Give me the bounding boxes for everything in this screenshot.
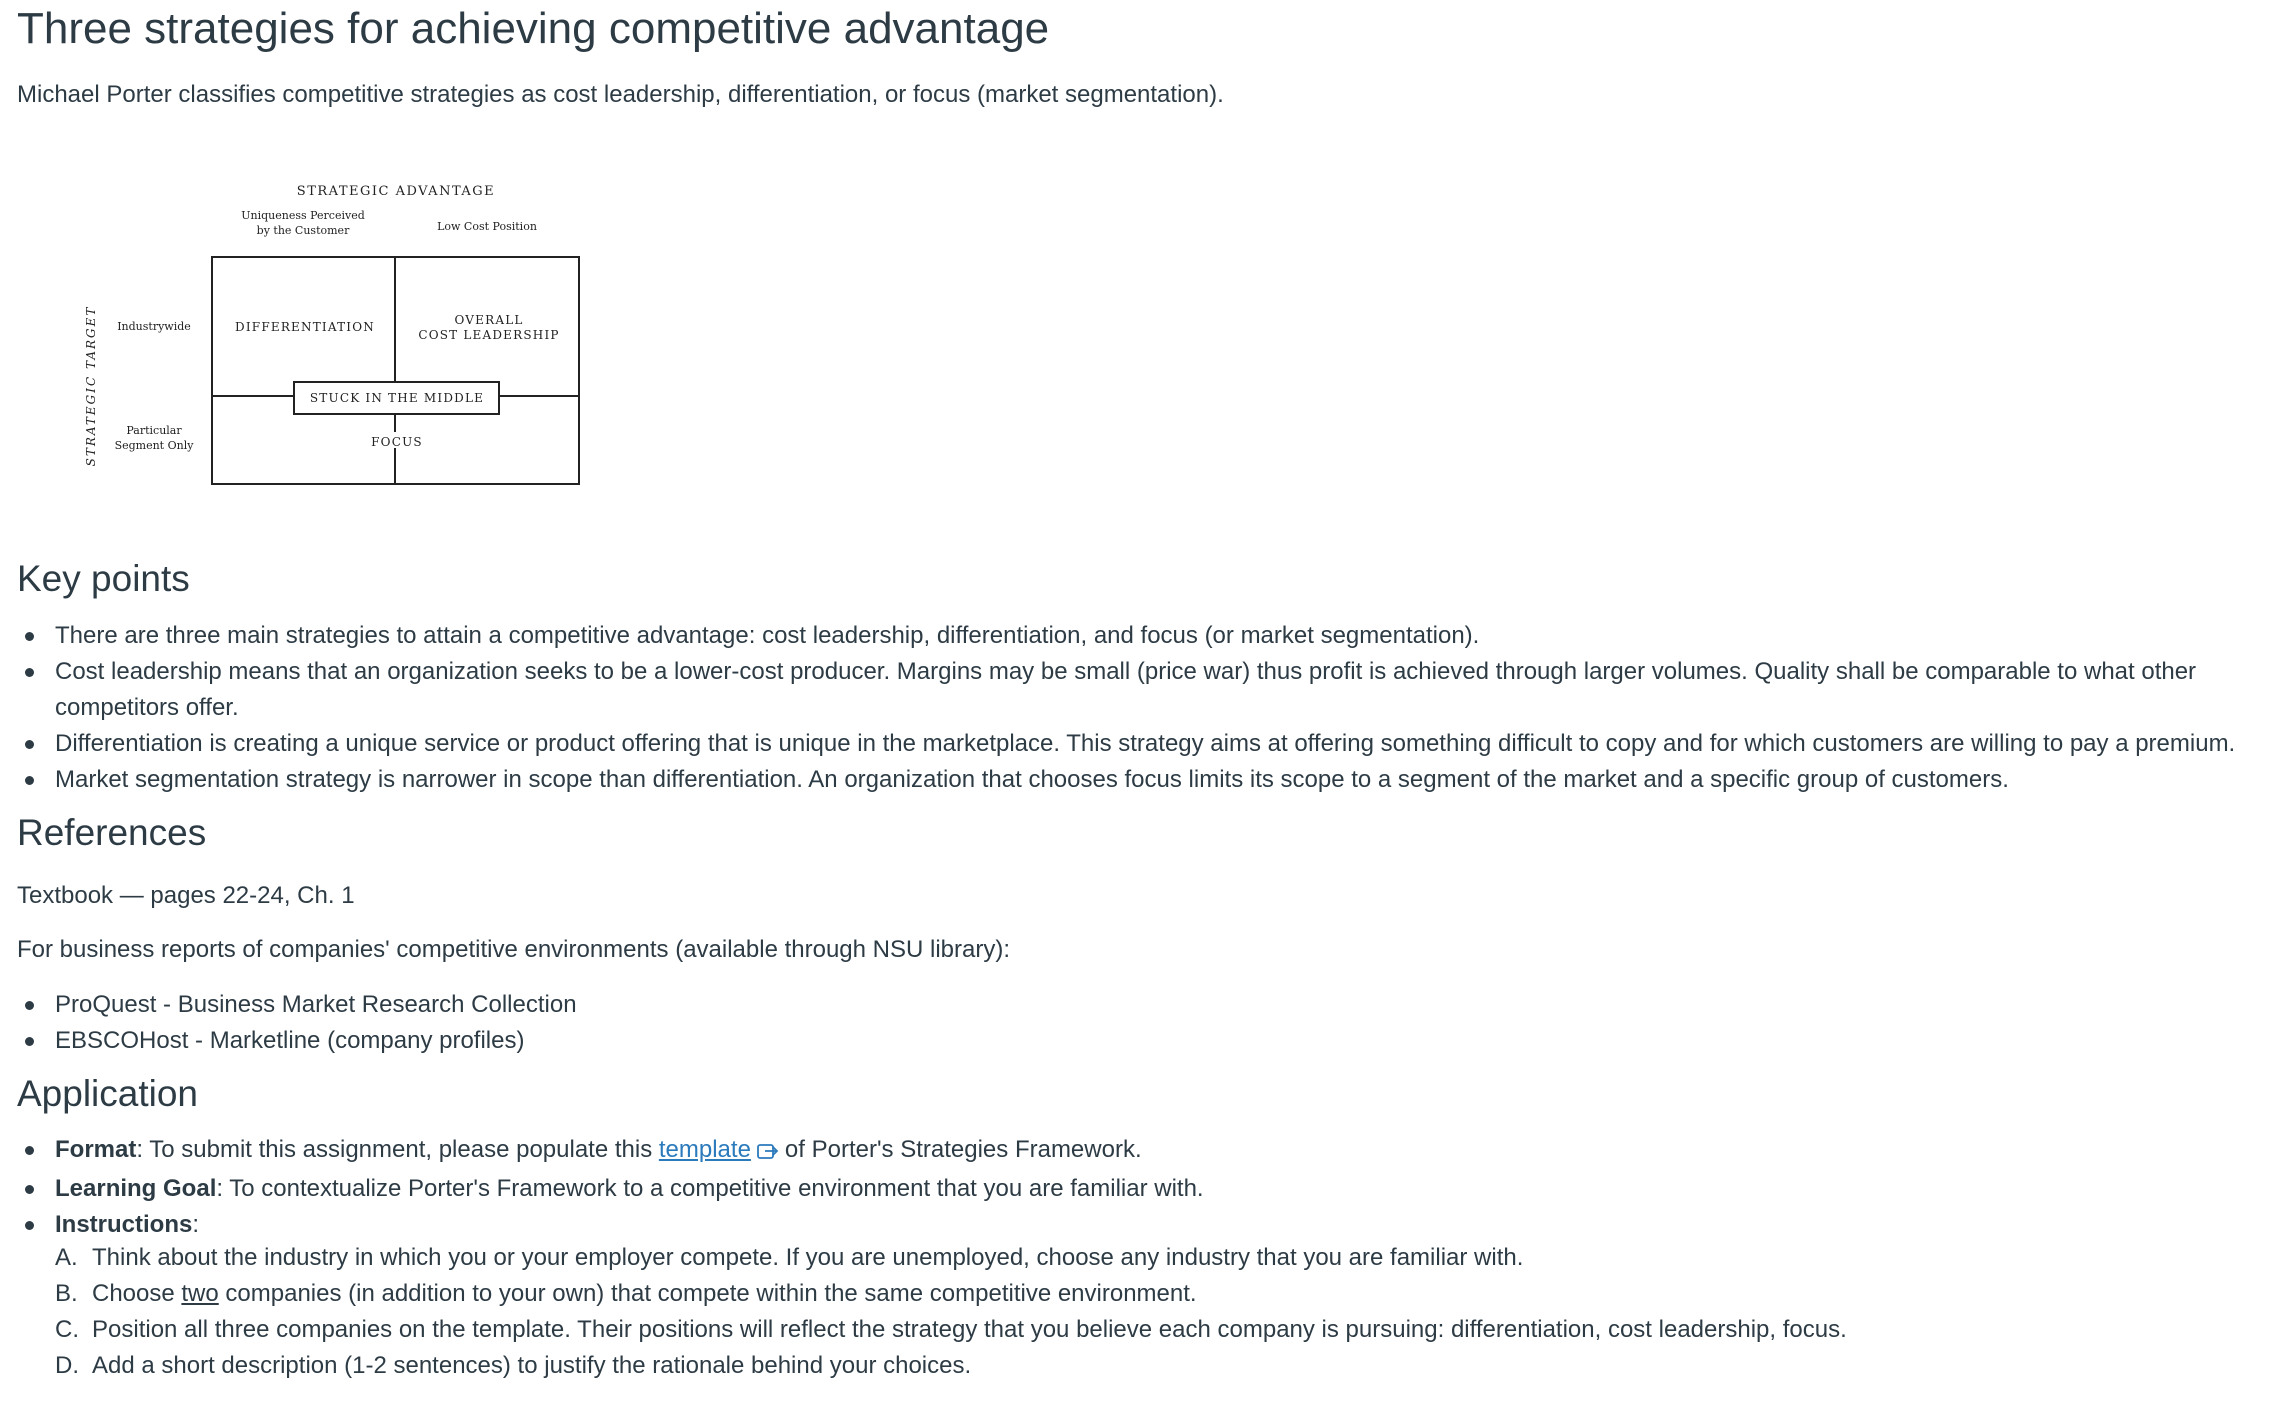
page-title: Three strategies for achieving competitive advantage xyxy=(17,4,1050,53)
instructions-item xyxy=(17,1207,2287,1243)
list-item: EBSCOHost - Marketline (company profiles) xyxy=(17,1023,1217,1059)
diagram-side-label: STRATEGIC TARGET xyxy=(84,305,98,467)
diagram-cell-differentiation: DIFFERENTIATION xyxy=(235,320,375,334)
key-points-heading: Key points xyxy=(17,558,190,599)
format-text-end: of Porter's Strategies Framework. xyxy=(784,1136,1142,1163)
diagram-cell-cost-line2: COST LEADERSHIP xyxy=(418,328,560,342)
textbook-reference: Textbook — pages 22-24, Ch. 1 xyxy=(17,882,355,909)
list-item: Cost leadership means that an organization seeks to be a lower-cost producer. Margins may be small (price war) thus profit is achieved through larger volumes. Quality shall be comparable to what other competitors offer. xyxy=(17,654,2287,726)
diagram-col1-label-line1: Uniqueness Perceived xyxy=(241,209,365,222)
diagram-col2-label: Low Cost Position xyxy=(437,220,537,233)
step-text: Think about the industry in which you or your employer compete. If you are unemployed, choose any industry that you are familiar with. xyxy=(92,1244,1524,1271)
step-letter: B. xyxy=(55,1280,78,1307)
format-text: : To submit this assignment, please populate this xyxy=(136,1136,659,1163)
step-letter: D. xyxy=(55,1352,79,1379)
list-item: Differentiation is creating a unique service or product offering that is unique in the marketplace. This strategy aims at offering something difficult to copy and for which customers are willing to pay a premium. xyxy=(17,726,2287,762)
diagram-row2-label-line2: Segment Only xyxy=(114,439,194,452)
references-list xyxy=(17,987,1217,1059)
list-item xyxy=(17,1348,2287,1384)
step-text-pre: Choose xyxy=(92,1280,182,1307)
format-item xyxy=(17,1132,2287,1171)
step-text-post: companies (in addition to your own) that compete within the same competitive environment. xyxy=(218,1280,1197,1307)
intro-paragraph: Michael Porter classifies competitive strategies as cost leadership, differentiation, or focus (market segmentation). xyxy=(17,81,1224,108)
list-item: There are three main strategies to attain a competitive advantage: cost leadership, differentiation, and focus (or market segmentation). xyxy=(17,618,2287,654)
instructions-colon: : xyxy=(192,1211,200,1238)
diagram-cell-stuck: STUCK IN THE MIDDLE xyxy=(309,391,485,405)
diagram-cell-focus: FOCUS xyxy=(371,435,423,449)
learning-goal-label: Learning Goal xyxy=(55,1175,217,1202)
list-item: ProQuest - Business Market Research Collection xyxy=(17,987,1217,1023)
template-link[interactable]: template xyxy=(658,1136,751,1163)
application-heading: Application xyxy=(17,1073,199,1114)
step-text: Position all three companies on the template. Their positions will reflect the strategy that you believe each company is pursuing: differentiation, cost leadership, focus. xyxy=(92,1316,1847,1343)
external-link-icon[interactable] xyxy=(757,1135,779,1171)
key-points-list xyxy=(17,618,2287,798)
learning-goal-text: : To contextualize Porter's Framework to a competitive environment that you are familiar with. xyxy=(216,1175,1204,1202)
porter-strategies-diagram xyxy=(61,168,601,498)
step-text-underlined: two xyxy=(181,1280,219,1307)
list-item xyxy=(17,1312,2287,1348)
diagram-col1-label-line2: by the Customer xyxy=(256,224,350,237)
step-text: Add a short description (1-2 sentences) to justify the rationale behind your choices. xyxy=(92,1352,972,1379)
list-item xyxy=(17,1276,2287,1312)
application-list xyxy=(17,1132,2287,1243)
reports-intro: For business reports of companies' competitive environments (available through NSU library): xyxy=(17,936,1011,963)
learning-goal-item xyxy=(17,1171,2287,1207)
diagram-top-label: STRATEGIC ADVANTAGE xyxy=(296,184,496,199)
list-item: Market segmentation strategy is narrower in scope than differentiation. An organization that chooses focus limits its scope to a segment of the market and a specific group of customers. xyxy=(17,762,2287,798)
step-letter: A. xyxy=(55,1244,78,1271)
format-label: Format xyxy=(55,1136,137,1163)
diagram-row1-label: Industrywide xyxy=(117,320,191,333)
instructions-label: Instructions xyxy=(55,1211,193,1238)
instructions-steps xyxy=(17,1240,2287,1384)
diagram-row2-label-line1: Particular xyxy=(126,424,182,437)
step-letter: C. xyxy=(55,1316,79,1343)
list-item xyxy=(17,1240,2287,1276)
diagram-cell-cost-line1: OVERALL xyxy=(454,313,524,327)
references-heading: References xyxy=(17,812,207,853)
